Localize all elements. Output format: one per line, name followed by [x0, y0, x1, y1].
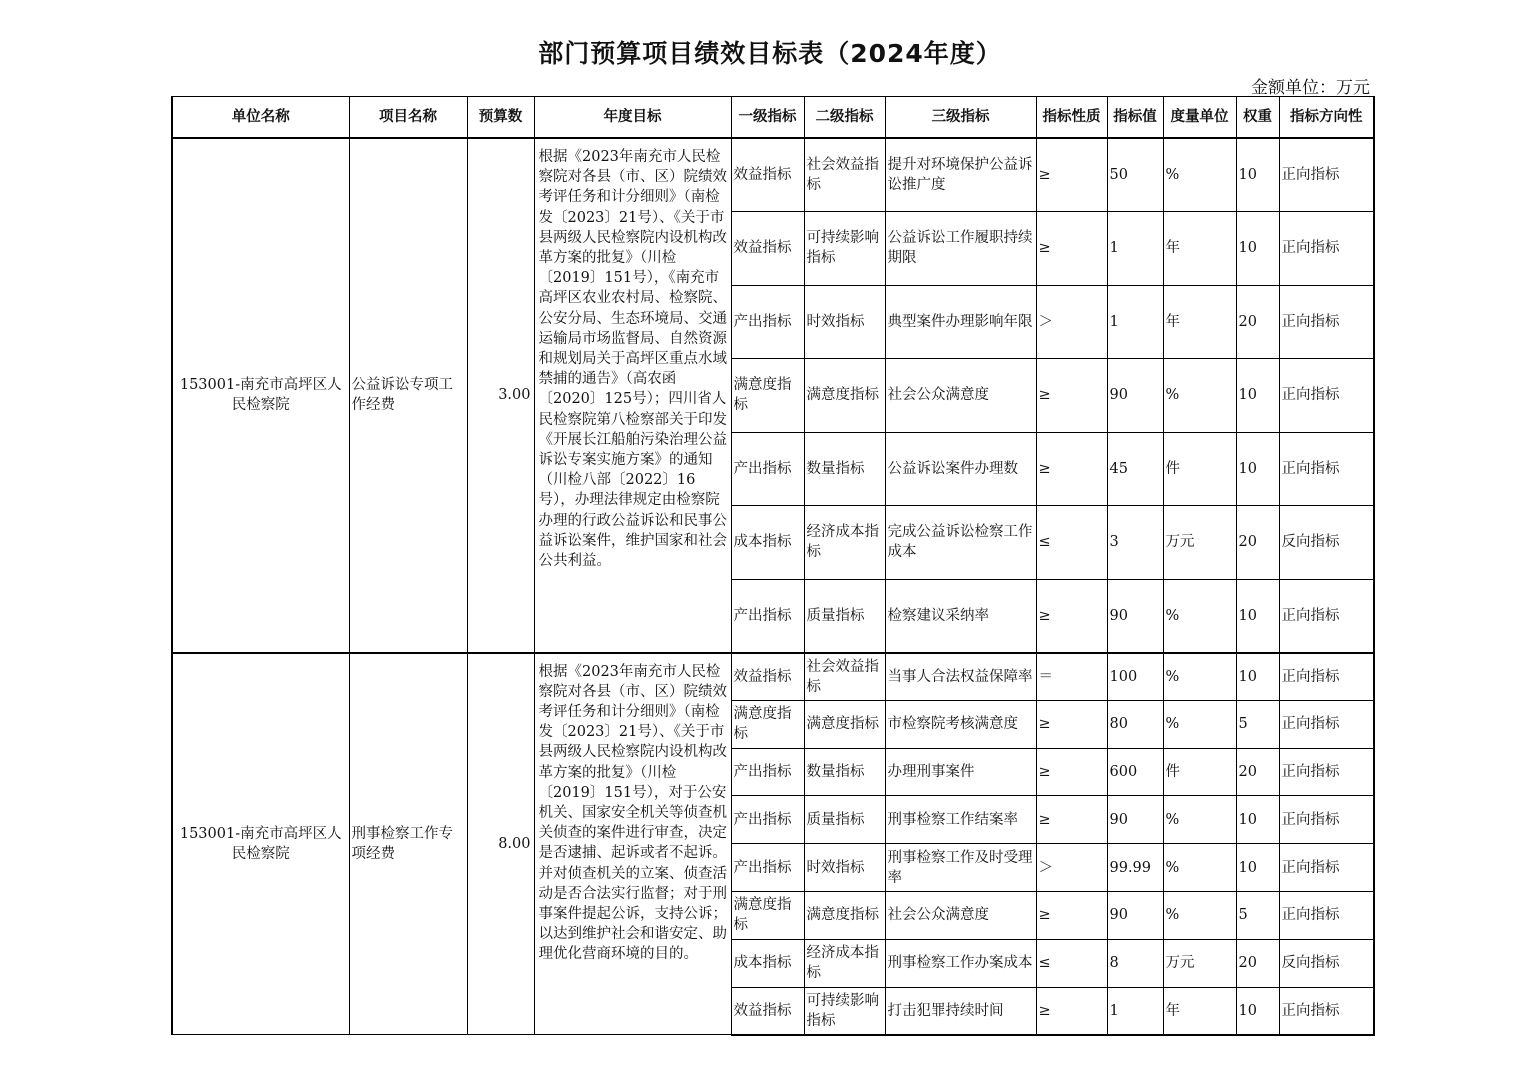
weight-cell: 10 — [1236, 359, 1279, 433]
level2-indicator-cell: 质量指标 — [804, 796, 885, 844]
level1-indicator-cell: 产出指标 — [731, 579, 804, 653]
measure-unit-cell: % — [1163, 700, 1236, 748]
level3-indicator-cell: 刑事检察工作结案率 — [885, 796, 1036, 844]
weight-cell: 10 — [1236, 212, 1279, 286]
header-measure-unit: 度量单位 — [1163, 97, 1236, 139]
level2-indicator-cell: 满意度指标 — [804, 700, 885, 748]
indicator-nature-cell: ≥ — [1036, 796, 1107, 844]
header-row — [172, 97, 1374, 139]
header-budget: 预算数 — [467, 97, 534, 139]
indicator-nature-cell: ≤ — [1036, 939, 1107, 987]
header-level3-indicator: 三级指标 — [885, 97, 1036, 139]
weight-cell: 10 — [1236, 844, 1279, 892]
weight-cell: 5 — [1236, 891, 1279, 939]
direction-cell: 正向指标 — [1279, 285, 1374, 359]
annual-goal-cell: 根据《2023年南充市人民检察院对各县（市、区）院绩效考评任务和计分细则》（南检发〔2023〕21号）、《关于市县两级人民检察院内设机构改革方案的批复》（川检〔2019〕151号），《南充市高坪区农业农村局、检察院、公安分局、生态环境局、交通运输局市场监督局、自然资源和规划局关于高坪区重点水域禁捕的通告》（高农函〔2020〕125号）；四川省人民检察院第八检察部关于印发《开展长江船舶污染治理公益诉讼专案实施方案》的通知（川检八部〔2022〕16号），办理法律规定由检察院办理的行政公益诉讼和民事公益诉讼案件，维护国家和社会公共利益。 — [534, 138, 731, 653]
level3-indicator-cell: 刑事检察工作办案成本 — [885, 939, 1036, 987]
indicator-value-cell: 8 — [1107, 939, 1163, 987]
level3-indicator-cell: 公益诉讼工作履职持续期限 — [885, 212, 1036, 286]
weight-cell: 10 — [1236, 987, 1279, 1035]
indicator-nature-cell: ＝ — [1036, 653, 1107, 701]
level2-indicator-cell: 经济成本指标 — [804, 939, 885, 987]
measure-unit-cell: 件 — [1163, 432, 1236, 506]
indicator-value-cell: 99.99 — [1107, 844, 1163, 892]
indicator-value-cell: 1 — [1107, 285, 1163, 359]
weight-cell: 20 — [1236, 748, 1279, 796]
budget-cell: 8.00 — [467, 653, 534, 1035]
direction-cell: 正向指标 — [1279, 138, 1374, 212]
direction-cell: 正向指标 — [1279, 700, 1374, 748]
indicator-nature-cell: ≤ — [1036, 506, 1107, 580]
measure-unit-cell: % — [1163, 138, 1236, 212]
level3-indicator-cell: 社会公众满意度 — [885, 359, 1036, 433]
indicator-nature-cell: ≥ — [1036, 138, 1107, 212]
indicator-value-cell: 1 — [1107, 987, 1163, 1035]
level2-indicator-cell: 社会效益指标 — [804, 653, 885, 701]
level1-indicator-cell: 效益指标 — [731, 138, 804, 212]
indicator-nature-cell: ≥ — [1036, 212, 1107, 286]
indicator-value-cell: 600 — [1107, 748, 1163, 796]
header-level2-indicator: 二级指标 — [804, 97, 885, 139]
level2-indicator-cell: 经济成本指标 — [804, 506, 885, 580]
weight-cell: 10 — [1236, 653, 1279, 701]
level2-indicator-cell: 时效指标 — [804, 285, 885, 359]
weight-cell: 20 — [1236, 506, 1279, 580]
level2-indicator-cell: 时效指标 — [804, 844, 885, 892]
weight-cell: 10 — [1236, 138, 1279, 212]
level1-indicator-cell: 效益指标 — [731, 653, 804, 701]
level1-indicator-cell: 满意度指标 — [731, 891, 804, 939]
indicator-nature-cell: ≥ — [1036, 432, 1107, 506]
level2-indicator-cell: 质量指标 — [804, 579, 885, 653]
measure-unit-cell: 年 — [1163, 285, 1236, 359]
level3-indicator-cell: 提升对环境保护公益诉讼推广度 — [885, 138, 1036, 212]
amount-unit-label: 金额单位：万元 — [1251, 78, 1370, 98]
weight-cell: 5 — [1236, 700, 1279, 748]
measure-unit-cell: 件 — [1163, 748, 1236, 796]
level1-indicator-cell: 成本指标 — [731, 506, 804, 580]
measure-unit-cell: 万元 — [1163, 939, 1236, 987]
indicator-value-cell: 90 — [1107, 796, 1163, 844]
indicator-nature-cell: ＞ — [1036, 844, 1107, 892]
level1-indicator-cell: 效益指标 — [731, 987, 804, 1035]
indicator-nature-cell: ＞ — [1036, 285, 1107, 359]
level1-indicator-cell: 产出指标 — [731, 285, 804, 359]
direction-cell: 反向指标 — [1279, 506, 1374, 580]
project-name-cell: 刑事检察工作专项经费 — [349, 653, 467, 1035]
direction-cell: 正向指标 — [1279, 359, 1374, 433]
table-row — [172, 653, 1374, 701]
direction-cell: 反向指标 — [1279, 939, 1374, 987]
level3-indicator-cell: 完成公益诉讼检察工作成本 — [885, 506, 1036, 580]
level2-indicator-cell: 社会效益指标 — [804, 138, 885, 212]
measure-unit-cell: 年 — [1163, 987, 1236, 1035]
level1-indicator-cell: 产出指标 — [731, 844, 804, 892]
level2-indicator-cell: 数量指标 — [804, 748, 885, 796]
performance-target-table — [171, 96, 1375, 1036]
level2-indicator-cell: 可持续影响指标 — [804, 987, 885, 1035]
direction-cell: 正向指标 — [1279, 653, 1374, 701]
level3-indicator-cell: 办理刑事案件 — [885, 748, 1036, 796]
level3-indicator-cell: 社会公众满意度 — [885, 891, 1036, 939]
header-weight: 权重 — [1236, 97, 1279, 139]
direction-cell: 正向指标 — [1279, 796, 1374, 844]
indicator-value-cell: 50 — [1107, 138, 1163, 212]
indicator-value-cell: 90 — [1107, 891, 1163, 939]
level3-indicator-cell: 当事人合法权益保障率 — [885, 653, 1036, 701]
measure-unit-cell: % — [1163, 844, 1236, 892]
level2-indicator-cell: 满意度指标 — [804, 359, 885, 433]
indicator-nature-cell: ≥ — [1036, 987, 1107, 1035]
level3-indicator-cell: 打击犯罪持续时间 — [885, 987, 1036, 1035]
level3-indicator-cell: 市检察院考核满意度 — [885, 700, 1036, 748]
level3-indicator-cell: 公益诉讼案件办理数 — [885, 432, 1036, 506]
indicator-value-cell: 90 — [1107, 579, 1163, 653]
indicator-value-cell: 1 — [1107, 212, 1163, 286]
measure-unit-cell: % — [1163, 891, 1236, 939]
measure-unit-cell: % — [1163, 579, 1236, 653]
project-name-cell: 公益诉讼专项工作经费 — [349, 138, 467, 653]
level1-indicator-cell: 满意度指标 — [731, 700, 804, 748]
header-indicator-nature: 指标性质 — [1036, 97, 1107, 139]
indicator-value-cell: 80 — [1107, 700, 1163, 748]
direction-cell: 正向指标 — [1279, 891, 1374, 939]
level1-indicator-cell: 产出指标 — [731, 748, 804, 796]
level1-indicator-cell: 产出指标 — [731, 796, 804, 844]
indicator-value-cell: 3 — [1107, 506, 1163, 580]
budget-cell: 3.00 — [467, 138, 534, 653]
unit-name-cell: 153001-南充市高坪区人民检察院 — [172, 138, 349, 653]
indicator-value-cell: 90 — [1107, 359, 1163, 433]
level2-indicator-cell: 数量指标 — [804, 432, 885, 506]
weight-cell: 20 — [1236, 285, 1279, 359]
weight-cell: 20 — [1236, 939, 1279, 987]
unit-name-cell: 153001-南充市高坪区人民检察院 — [172, 653, 349, 1035]
header-annual-goal: 年度目标 — [534, 97, 731, 139]
project-group-2 — [172, 653, 1374, 1035]
indicator-nature-cell: ≥ — [1036, 891, 1107, 939]
header-level1-indicator: 一级指标 — [731, 97, 804, 139]
level3-indicator-cell: 检察建议采纳率 — [885, 579, 1036, 653]
direction-cell: 正向指标 — [1279, 748, 1374, 796]
annual-goal-cell: 根据《2023年南充市人民检察院对各县（市、区）院绩效考评任务和计分细则》（南检发〔2023〕21号）、《关于市县两级人民检察院内设机构改革方案的批复》（川检〔2019〕151号），对于公安机关、国家安全机关等侦查机关侦查的案件进行审查，决定是否逮捕、起诉或者不起诉。并对侦查机关的立案、侦查活动是否合法实行监督；对于刑事案件提起公诉，支持公诉；以达到维护社会和谐安定、助理优化营商环境的目的。 — [534, 653, 731, 1035]
level2-indicator-cell: 可持续影响指标 — [804, 212, 885, 286]
level1-indicator-cell: 产出指标 — [731, 432, 804, 506]
weight-cell: 10 — [1236, 432, 1279, 506]
header-indicator-value: 指标值 — [1107, 97, 1163, 139]
indicator-nature-cell: ≥ — [1036, 359, 1107, 433]
direction-cell: 正向指标 — [1279, 432, 1374, 506]
indicator-nature-cell: ≥ — [1036, 700, 1107, 748]
header-unit-name: 单位名称 — [172, 97, 349, 139]
level1-indicator-cell: 成本指标 — [731, 939, 804, 987]
level2-indicator-cell: 满意度指标 — [804, 891, 885, 939]
level1-indicator-cell: 满意度指标 — [731, 359, 804, 433]
direction-cell: 正向指标 — [1279, 579, 1374, 653]
page-title: 部门预算项目绩效目标表（2024年度） — [538, 39, 1002, 68]
table-row — [172, 138, 1374, 212]
measure-unit-cell: 年 — [1163, 212, 1236, 286]
measure-unit-cell: % — [1163, 359, 1236, 433]
header-direction: 指标方向性 — [1279, 97, 1374, 139]
direction-cell: 正向指标 — [1279, 987, 1374, 1035]
direction-cell: 正向指标 — [1279, 212, 1374, 286]
level3-indicator-cell: 刑事检察工作及时受理率 — [885, 844, 1036, 892]
indicator-value-cell: 45 — [1107, 432, 1163, 506]
indicator-nature-cell: ≥ — [1036, 579, 1107, 653]
level1-indicator-cell: 效益指标 — [731, 212, 804, 286]
measure-unit-cell: 万元 — [1163, 506, 1236, 580]
direction-cell: 正向指标 — [1279, 844, 1374, 892]
project-group-1 — [172, 138, 1374, 653]
header-project-name: 项目名称 — [349, 97, 467, 139]
weight-cell: 10 — [1236, 579, 1279, 653]
indicator-value-cell: 100 — [1107, 653, 1163, 701]
level3-indicator-cell: 典型案件办理影响年限 — [885, 285, 1036, 359]
measure-unit-cell: % — [1163, 796, 1236, 844]
measure-unit-cell: % — [1163, 653, 1236, 701]
indicator-nature-cell: ≥ — [1036, 748, 1107, 796]
weight-cell: 10 — [1236, 796, 1279, 844]
